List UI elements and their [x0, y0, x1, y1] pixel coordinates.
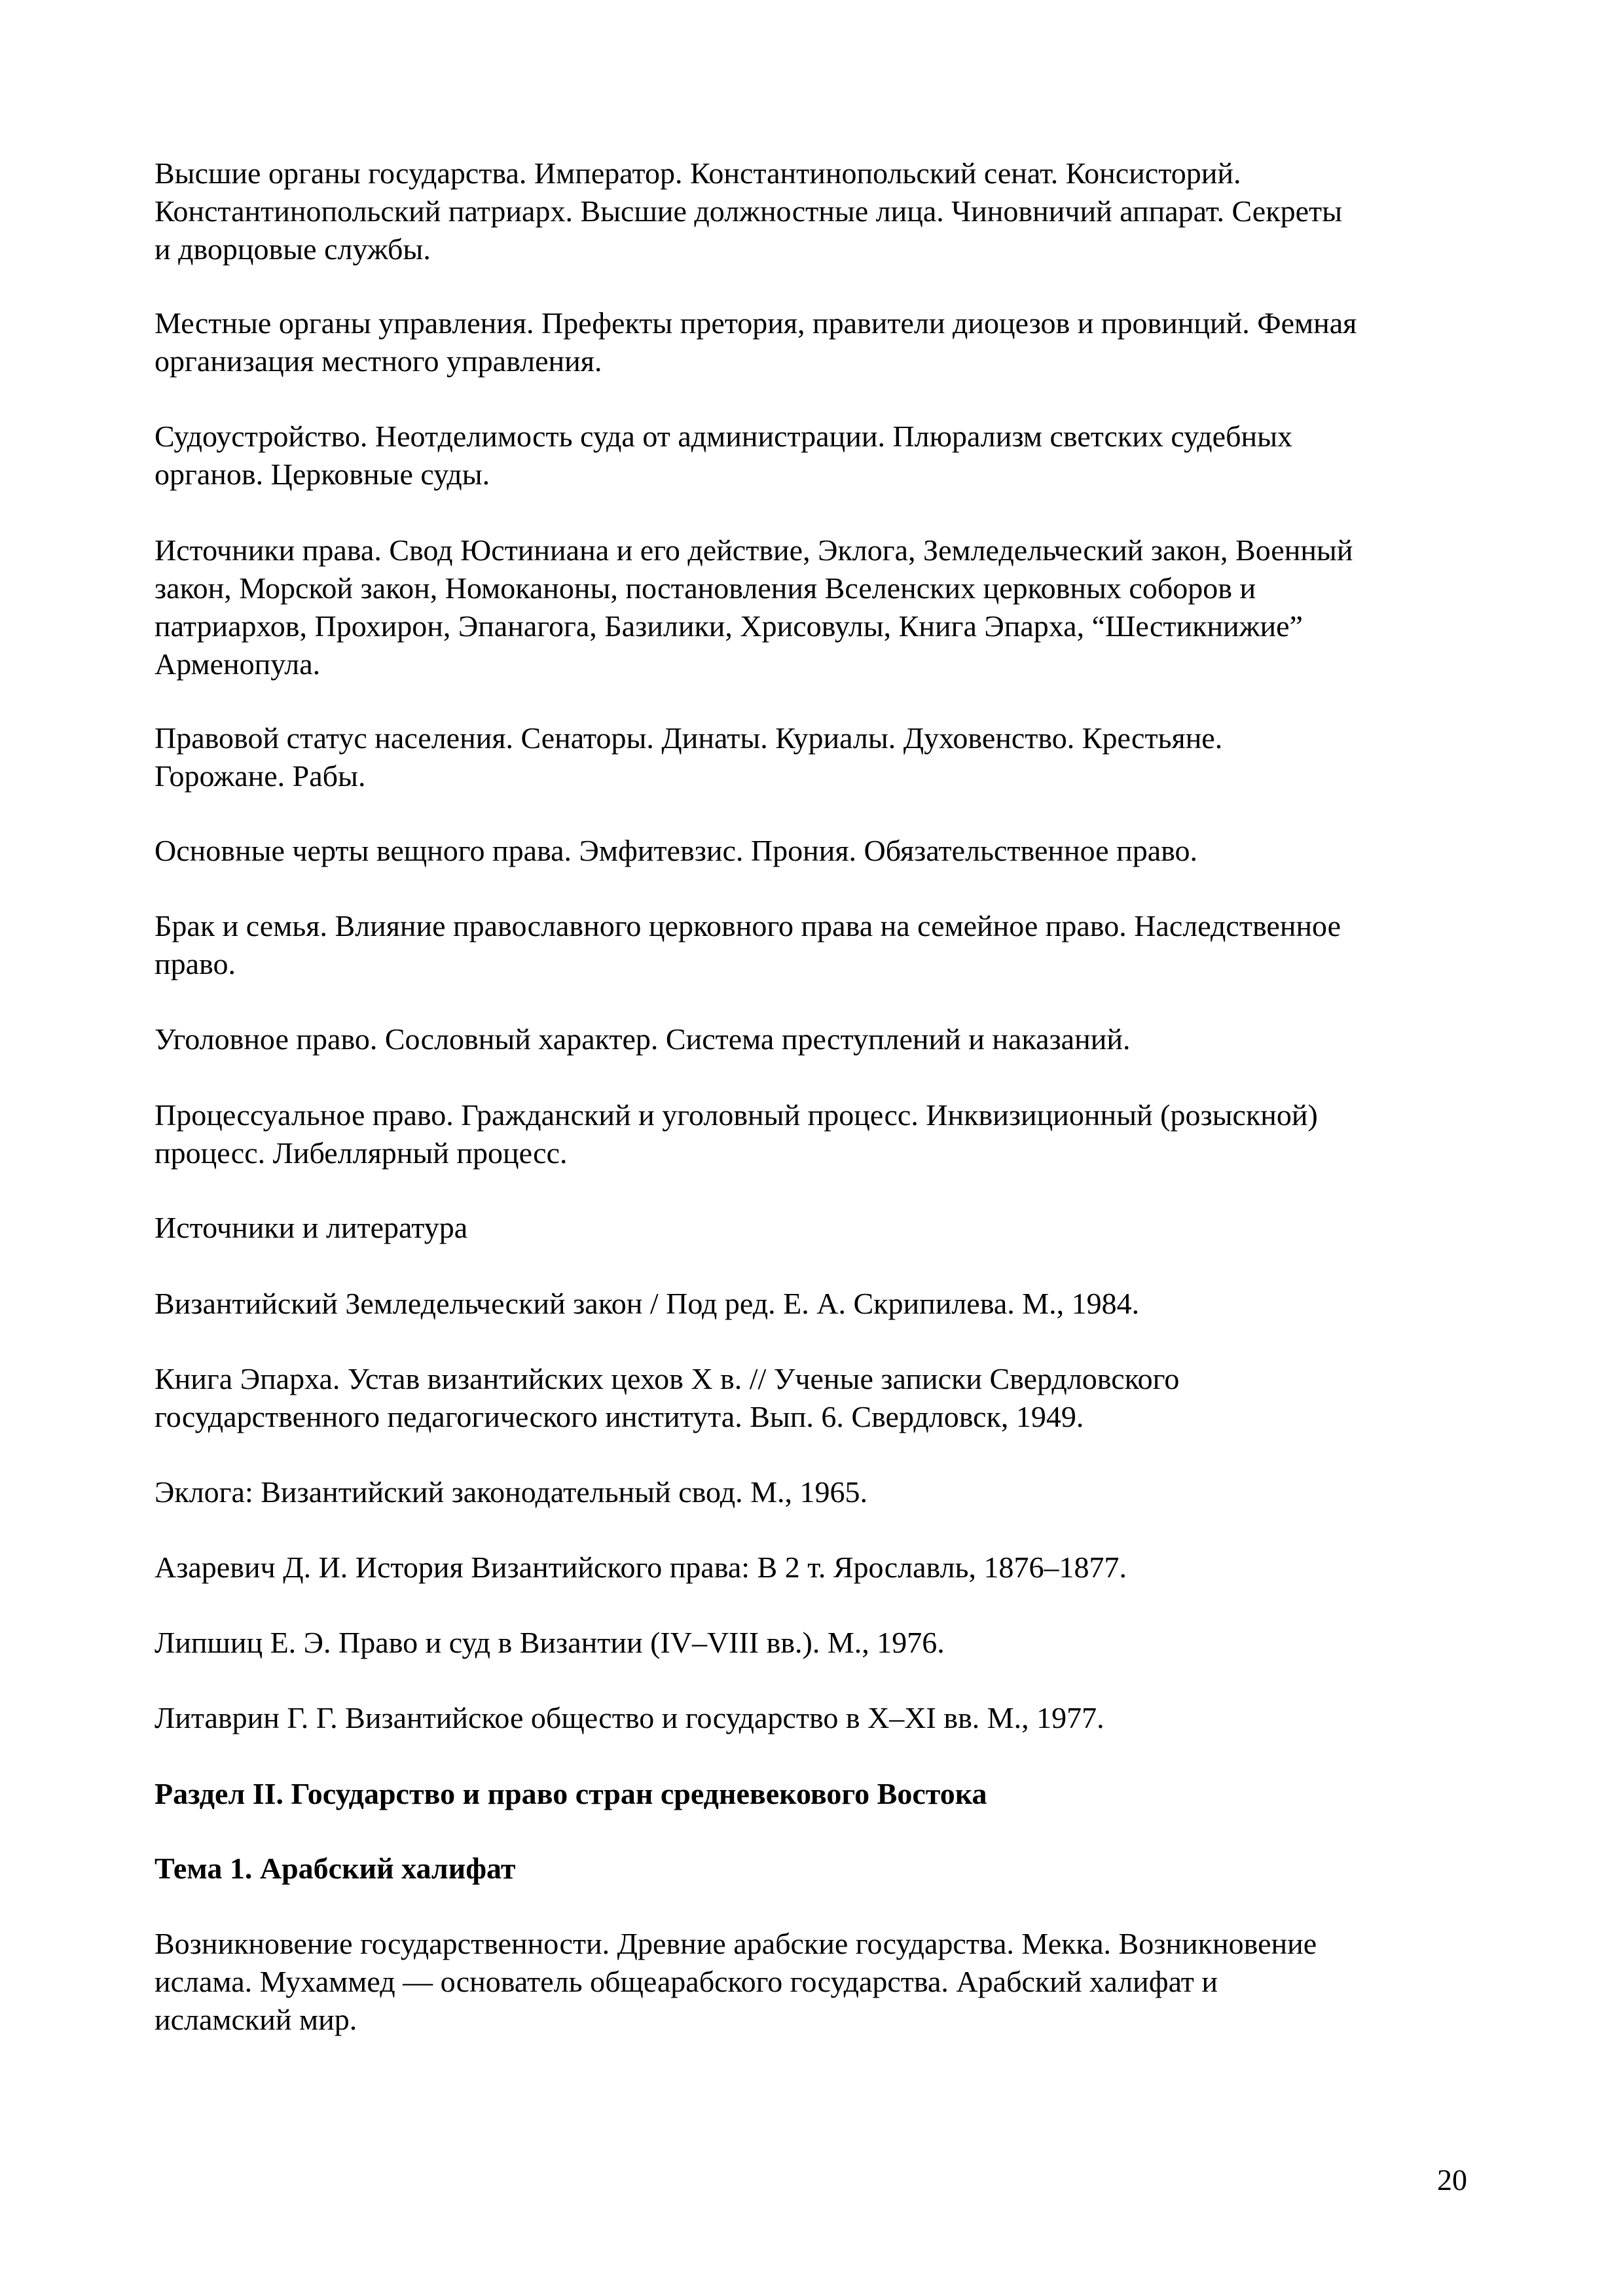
text-line: организация местного управления.: [155, 344, 602, 378]
text-line: Тема 1. Арабский халифат: [155, 1852, 516, 1885]
text-line: Раздел II. Государство и право стран средневекового Востока: [155, 1777, 987, 1810]
text-line: Местные органы управления. Префекты претория, правители диоцезов и провинций. Фемная: [155, 306, 1357, 340]
paragraph-family-law: [155, 907, 1503, 983]
text-line: Книга Эпарха. Устав византийских цехов X в. // Ученые записки Свердловского: [155, 1362, 1180, 1395]
paragraph-procedural-law: [155, 1096, 1503, 1172]
reference-item: [155, 1699, 1503, 1737]
paragraph-local-government: [155, 304, 1503, 380]
reference-item: [155, 1549, 1503, 1587]
text-line: процесс. Либеллярный процесс.: [155, 1136, 568, 1170]
text-line: Горожане. Рабы.: [155, 759, 366, 793]
paragraph-property-law: [155, 832, 1503, 870]
text-line: Брак и семья. Влияние православного церковного права на семейное право. Наследственное: [155, 909, 1341, 942]
paragraph-judicial-system: [155, 418, 1503, 493]
text-line: государственного педагогического института. Вып. 6. Свердловск, 1949.: [155, 1400, 1084, 1433]
heading-sources-and-literature: [155, 1209, 1503, 1247]
reference-item: [155, 1360, 1503, 1436]
text-line: ислама. Мухаммед — основатель общеарабского государства. Арабский халифат и: [155, 1965, 1218, 1998]
text-line: Возникновение государственности. Древние арабские государства. Мекка. Возникновение: [155, 1927, 1317, 1960]
text-line: Константинопольский патриарх. Высшие должностные лица. Чиновничий аппарат. Секреты: [155, 194, 1342, 228]
text-line: закон, Морской закон, Номоканоны, постановления Вселенских церковных соборов и: [155, 571, 1256, 605]
page-number: 20: [1437, 2163, 1467, 2197]
reference-item: [155, 1473, 1503, 1511]
text-line: Азаревич Д. И. История Византийского права: В 2 т. Ярославль, 1876–1877.: [155, 1551, 1127, 1584]
topic-heading: [155, 1850, 1503, 1888]
text-line: патриархов, Прохирон, Эпанагога, Базилики, Хрисовулы, Книга Эпарха, “Шестикнижие”: [155, 609, 1303, 643]
text-line: Византийский Земледельческий закон / Под ред. Е. А. Скрипилева. М., 1984.: [155, 1287, 1140, 1320]
text-line: Источники права. Свод Юстиниана и его действие, Эклога, Земледельческий закон, Военный: [155, 533, 1353, 567]
paragraph-legal-status: [155, 719, 1503, 795]
text-line: Процессуальное право. Гражданский и уголовный процесс. Инквизиционный (розыскной): [155, 1098, 1318, 1132]
text-line: Источники и литература: [155, 1211, 468, 1244]
section-heading: [155, 1775, 1503, 1813]
text-line: исламский мир.: [155, 2003, 357, 2036]
text-line: Высшие органы государства. Император. Константинопольский сенат. Консисторий.: [155, 156, 1241, 190]
text-line: Литаврин Г. Г. Византийское общество и государство в X–XI вв. М., 1977.: [155, 1701, 1104, 1734]
text-line: право.: [155, 947, 236, 980]
text-line: органов. Церковные суды.: [155, 457, 490, 491]
text-line: Уголовное право. Сословный характер. Система преступлений и наказаний.: [155, 1022, 1131, 1056]
text-line: Судоустройство. Неотделимость суда от администрации. Плюрализм светских судебных: [155, 420, 1293, 453]
paragraph-higher-state-bodies: [155, 154, 1503, 268]
reference-item: [155, 1285, 1503, 1323]
text-line: Эклога: Византийский законодательный свод. М., 1965.: [155, 1475, 867, 1509]
paragraph-criminal-law: [155, 1020, 1503, 1058]
text-line: и дворцовые службы.: [155, 232, 431, 266]
paragraph-origin-of-statehood: [155, 1925, 1503, 2039]
reference-item: [155, 1624, 1503, 1662]
paragraph-sources-of-law: [155, 531, 1503, 683]
text-line: Основные черты вещного права. Эмфитевзис. Прония. Обязательственное право.: [155, 834, 1198, 867]
text-line: Правовой статус населения. Сенаторы. Динаты. Куриалы. Духовенство. Крестьяне.: [155, 721, 1223, 755]
text-line: Липшиц Е. Э. Право и суд в Византии (IV–VIII вв.). М., 1976.: [155, 1626, 945, 1659]
text-line: Арменопула.: [155, 647, 321, 681]
